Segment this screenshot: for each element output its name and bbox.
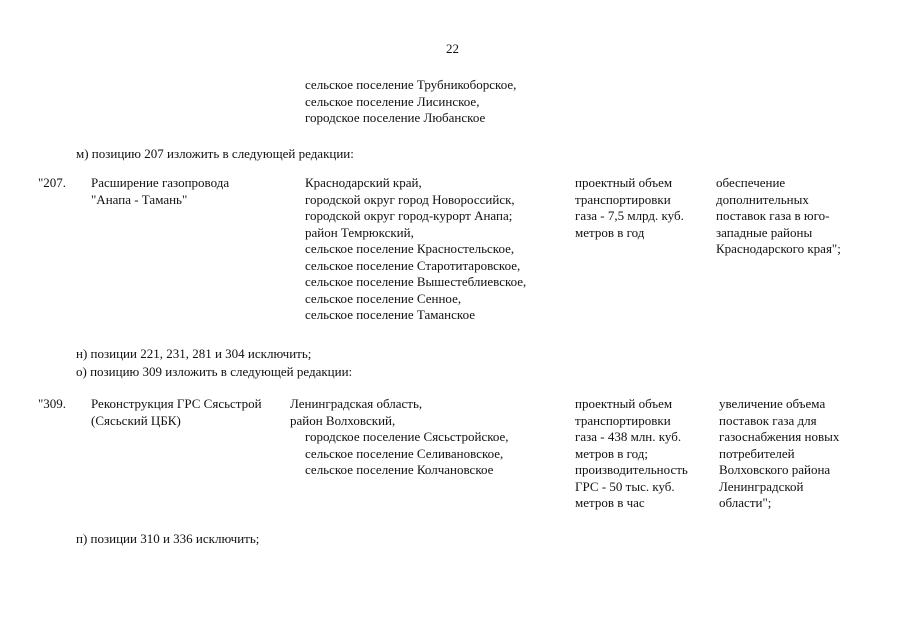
- location-line: сельское поселение Колчановское: [305, 462, 494, 477]
- purpose-line: увеличение объема: [719, 396, 826, 411]
- purpose-line: обеспечение: [716, 175, 786, 190]
- purpose-line: Краснодарского края";: [716, 241, 841, 256]
- purpose-line: области";: [719, 495, 772, 510]
- row-207-capacity: [575, 175, 684, 241]
- location-line: район Темрюкский,: [305, 224, 414, 240]
- capacity-line: метров в час: [575, 495, 645, 510]
- row-309-capacity: [575, 396, 688, 512]
- capacity-line: транспортировки: [575, 412, 671, 428]
- location-line: сельское поселение Красностельское,: [305, 241, 515, 256]
- instruction-o: о) позицию 309 изложить в следующей редакции:: [76, 364, 353, 379]
- purpose-line: газоснабжения новых: [719, 429, 840, 444]
- instruction-m: м) позицию 207 изложить в следующей редакции:: [76, 146, 354, 161]
- capacity-line: проектный объем: [575, 396, 673, 411]
- row-309-number: "309.: [38, 396, 67, 411]
- location-line: сельское поселение Старотитаровское,: [305, 257, 521, 273]
- capacity-line: метров в год: [575, 224, 645, 240]
- instruction-p: п) позиции 310 и 336 исключить;: [76, 531, 260, 546]
- capacity-line: метров в год;: [575, 445, 648, 461]
- name-line: (Сясьский ЦБК): [91, 412, 181, 428]
- name-line: Реконструкция ГРС Сясьстрой: [91, 396, 262, 411]
- location-line: район Волховский,: [290, 412, 396, 428]
- location-line: сельское поселение Селивановское,: [305, 445, 504, 461]
- instruction-n: н) позиции 221, 231, 281 и 304 исключить;: [76, 346, 312, 361]
- purpose-line: Волховского района: [719, 462, 831, 477]
- location-line: Ленинградская область,: [290, 396, 423, 411]
- location-line: сельское поселение Сенное,: [305, 290, 462, 306]
- capacity-line: газа - 7,5 млрд. куб.: [575, 208, 684, 223]
- location-line: городской округ город-курорт Анапа;: [305, 208, 513, 223]
- name-line: "Анапа - Тамань": [91, 191, 188, 207]
- location-line: сельское поселение Трубникоборское,: [305, 77, 517, 92]
- capacity-line: проектный объем: [575, 175, 673, 190]
- purpose-line: поставок газа для: [719, 412, 817, 428]
- purpose-line: дополнительных: [716, 191, 809, 207]
- row-309-location: [290, 396, 509, 479]
- purpose-line: поставок газа в юго-: [716, 208, 830, 223]
- row-207-name: [91, 175, 229, 208]
- purpose-line: западные районы: [716, 224, 813, 240]
- row-309-name: [91, 396, 262, 429]
- purpose-line: Ленинградской: [719, 478, 804, 494]
- row-309-purpose: [719, 396, 839, 512]
- capacity-line: ГРС - 50 тыс. куб.: [575, 478, 675, 494]
- continuation-location-list: [305, 77, 516, 127]
- capacity-line: производительность: [575, 462, 688, 477]
- row-207-location: [305, 175, 526, 324]
- capacity-line: газа - 438 млн. куб.: [575, 429, 682, 444]
- location-line: сельское поселение Лисинское,: [305, 93, 480, 109]
- location-line: Краснодарский край,: [305, 175, 422, 190]
- row-207-number: "207.: [38, 175, 67, 190]
- location-line: городское поселение Любанское: [305, 110, 486, 125]
- location-line: сельское поселение Таманское: [305, 307, 475, 322]
- capacity-line: транспортировки: [575, 191, 671, 207]
- location-line: городской округ город Новороссийск,: [305, 191, 515, 207]
- purpose-line: потребителей: [719, 445, 795, 461]
- row-207-purpose: [716, 175, 841, 258]
- location-line: городское поселение Сясьстройское,: [305, 429, 509, 444]
- page-number: 22: [446, 41, 459, 56]
- location-line: сельское поселение Вышестеблиевское,: [305, 274, 527, 289]
- name-line: Расширение газопровода: [91, 175, 230, 190]
